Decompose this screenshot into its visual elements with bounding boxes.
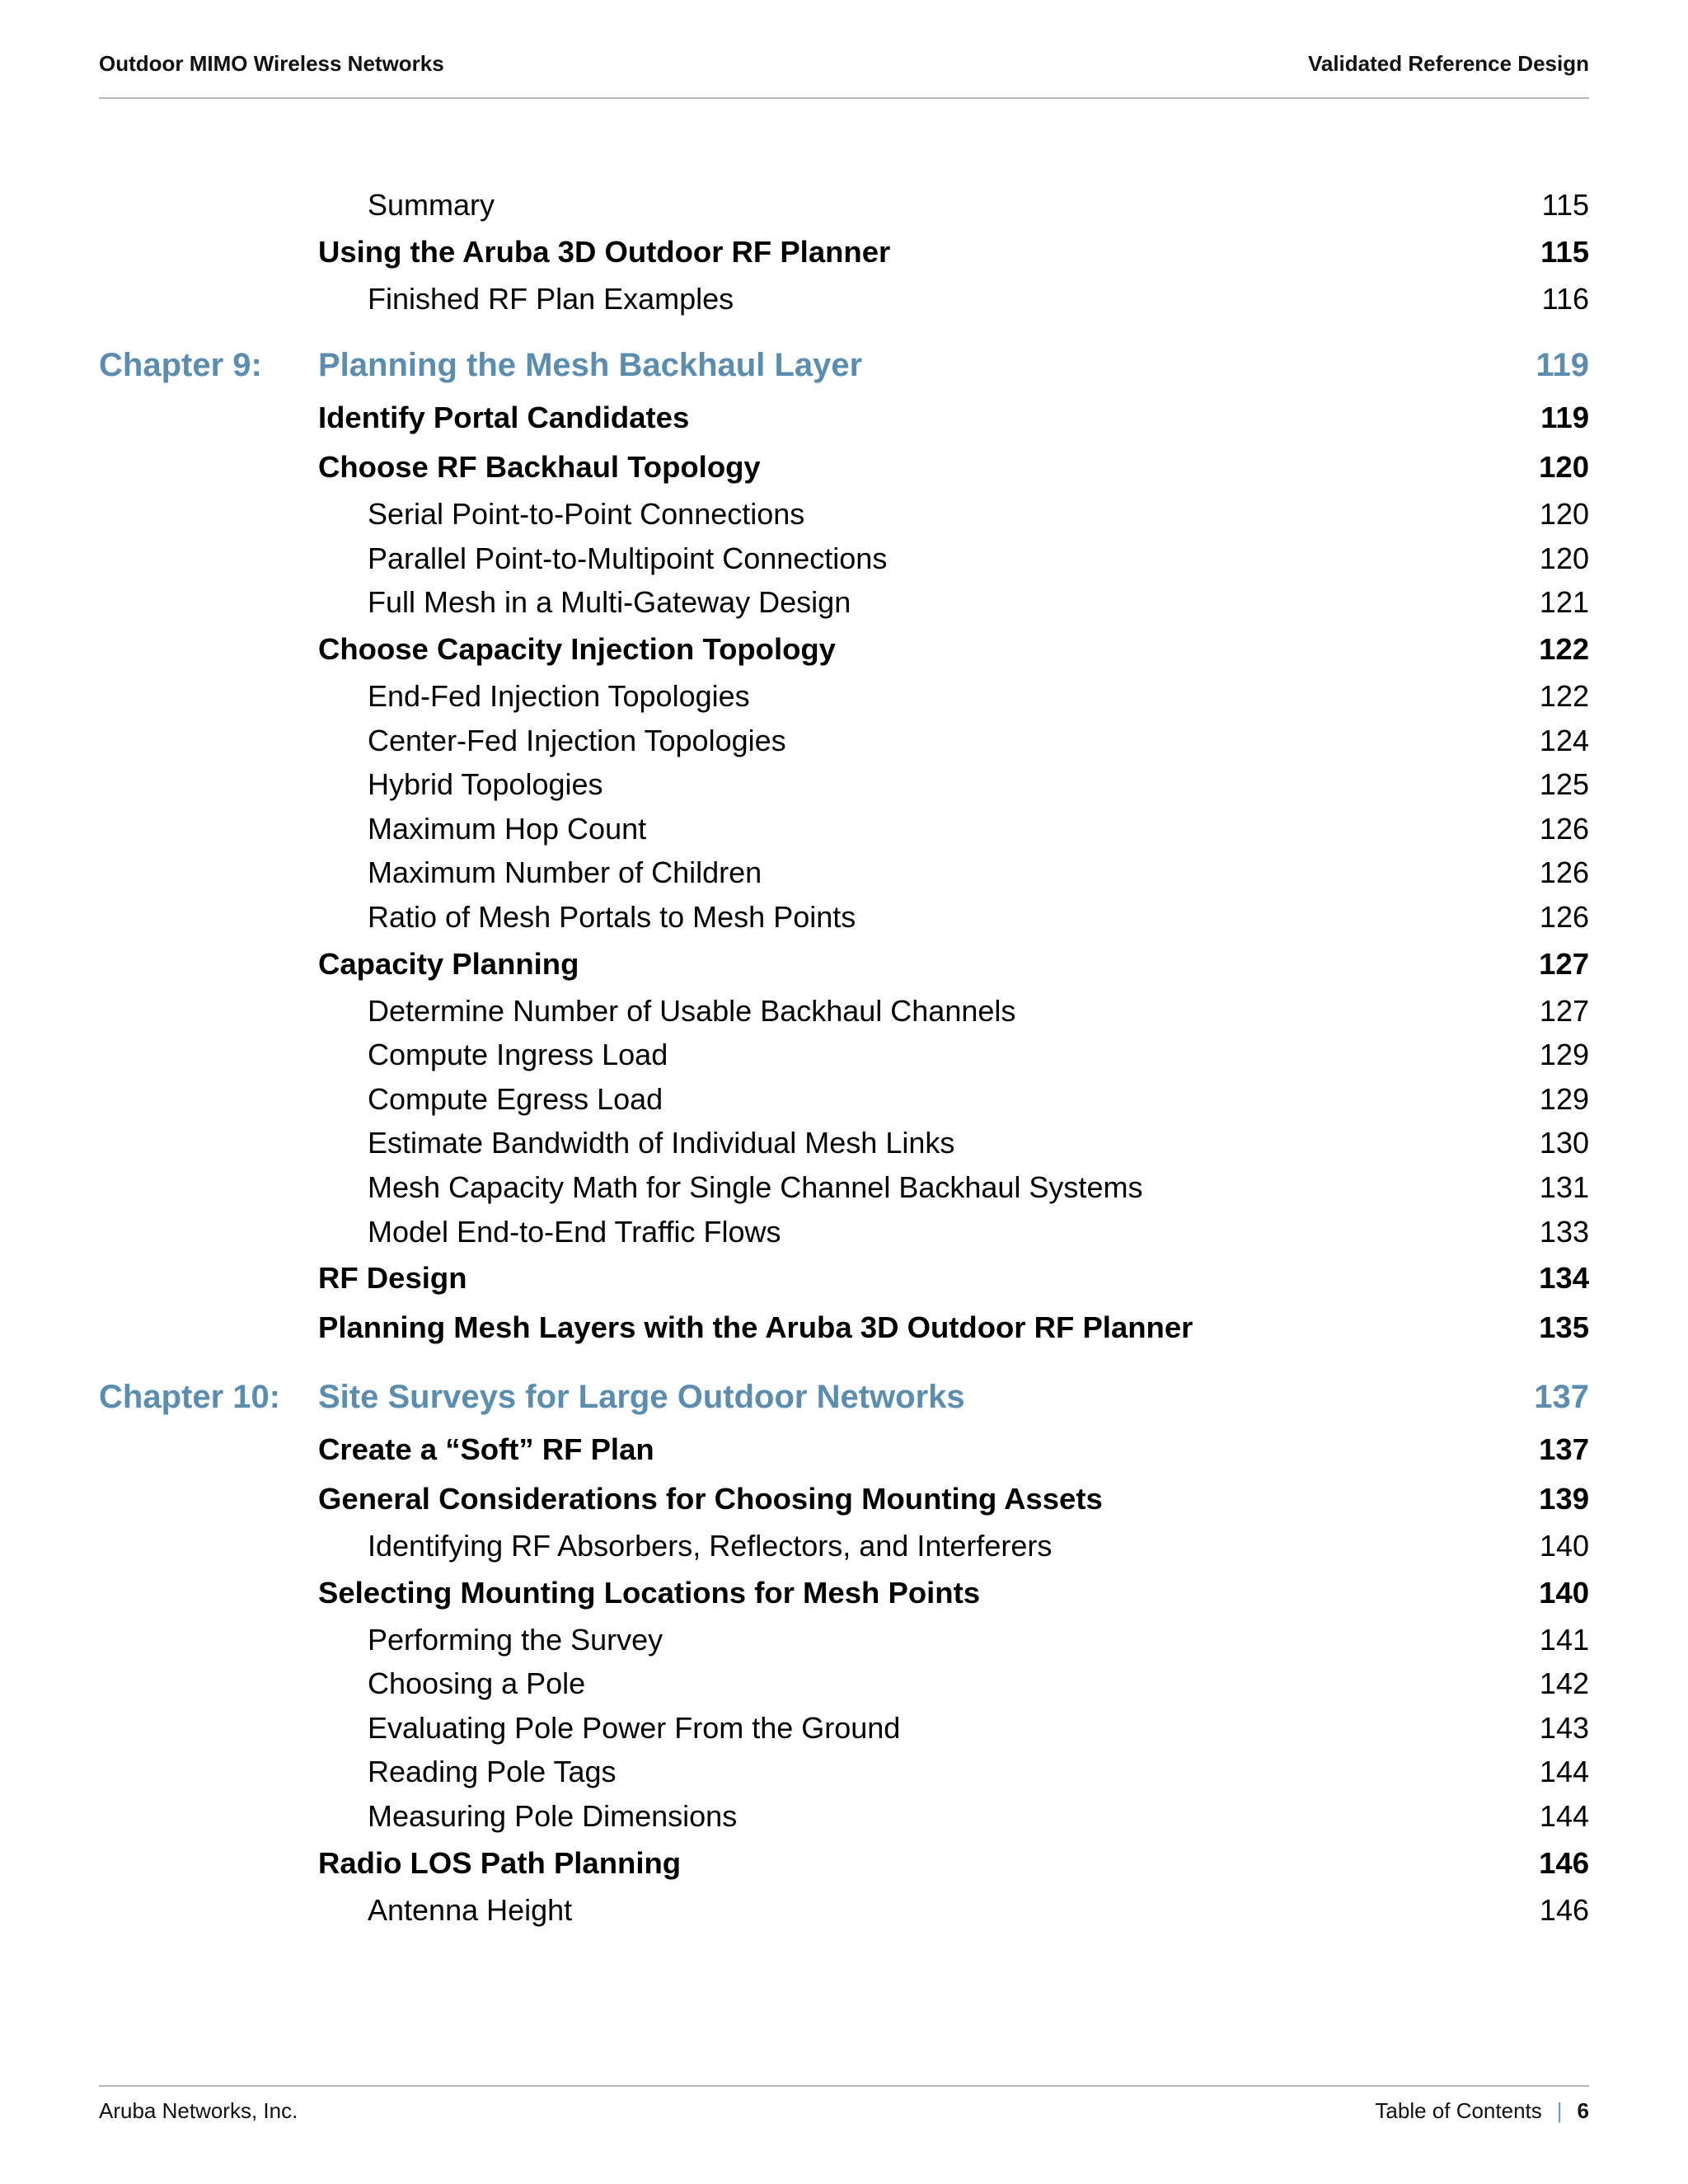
toc-entry-page: 137 [1539,1432,1589,1467]
toc-entry-title: Site Surveys for Large Outdoor Networks [318,1379,965,1416]
toc-entry-title: Maximum Hop Count [368,811,647,846]
toc-section-entry[interactable] [99,625,1589,674]
toc-entry-page: 115 [1540,234,1589,269]
toc-entry-page: 127 [1539,946,1589,981]
toc-entry-page: 129 [1539,1038,1589,1072]
toc-entry-title: Parallel Point-to-Multipoint Connections [368,541,888,575]
toc-section-entry[interactable] [99,1254,1589,1303]
toc-entry-page: 126 [1539,811,1589,846]
footer-company: Aruba Networks, Inc. [99,2098,298,2123]
toc-entry-title: Reading Pole Tags [368,1755,617,1789]
toc-entry-page: 144 [1539,1755,1589,1789]
toc-subsection-entry[interactable] [99,537,1589,581]
toc-entry-title: Planning the Mesh Backhaul Layer [318,347,863,384]
toc-section-entry[interactable] [99,940,1589,989]
toc-entry-page: 120 [1539,497,1589,532]
toc-section-entry[interactable] [99,1839,1589,1888]
toc-chapter-entry[interactable] [99,1369,1589,1425]
toc-subsection-entry[interactable] [99,851,1589,895]
toc-entry-title: Antenna Height [368,1892,573,1927]
toc-entry-page: 144 [1539,1799,1589,1834]
toc-subsection-entry[interactable] [99,580,1589,625]
toc-section-entry[interactable] [99,393,1589,443]
footer-right [1375,2098,1589,2124]
toc-entry-page: 143 [1539,1710,1589,1745]
toc-entry-title: Create a “Soft” RF Plan [318,1432,654,1467]
toc-subsection-entry[interactable] [99,674,1589,719]
toc-subsection-entry[interactable] [99,1750,1589,1794]
toc-entry-page: 122 [1539,631,1589,666]
toc-entry-page: 125 [1539,767,1589,802]
toc-entry-page: 121 [1539,585,1589,620]
toc-subsection-entry[interactable] [99,277,1589,321]
toc-entry-page: 122 [1539,678,1589,713]
toc-entry-title: Finished RF Plan Examples [368,281,734,316]
toc-entry-title: Full Mesh in a Multi-Gateway Design [368,585,851,620]
toc-entry-page: 134 [1539,1261,1589,1296]
toc-entry-title: Choose Capacity Injection Topology [318,631,836,666]
header-document-title: Outdoor MIMO Wireless Networks [99,51,444,76]
toc-entry-page: 131 [1539,1169,1589,1204]
toc-entry-page: 135 [1539,1310,1589,1345]
footer-separator: | [1556,2098,1563,2123]
toc-section-entry[interactable] [99,443,1589,492]
toc-subsection-entry[interactable] [99,492,1589,537]
toc-subsection-entry[interactable] [99,1888,1589,1933]
toc-section-entry[interactable] [99,1425,1589,1474]
toc-entry-title: Capacity Planning [318,946,579,981]
toc-entry-page: 130 [1539,1126,1589,1160]
toc-subsection-entry[interactable] [99,762,1589,807]
toc-subsection-entry[interactable] [99,1165,1589,1210]
toc-subsection-entry[interactable] [99,1210,1589,1254]
toc-entry-page: 126 [1539,899,1589,934]
toc-entry-page: 139 [1539,1482,1589,1516]
toc-entry-page: 124 [1539,723,1589,757]
toc-subsection-entry[interactable] [99,1618,1589,1662]
toc-entry-title: Evaluating Pole Power From the Ground [368,1710,901,1745]
toc-entry-page: 146 [1539,1845,1589,1880]
page-footer [99,2085,1589,2124]
toc-entry-page: 142 [1539,1666,1589,1701]
toc-entry-page: 115 [1541,188,1589,222]
toc-entry-title: Performing the Survey [368,1622,663,1657]
toc-subsection-entry[interactable] [99,183,1589,227]
toc-entry-title: Ratio of Mesh Portals to Mesh Points [368,899,856,934]
toc-entry-title: Choosing a Pole [368,1666,586,1701]
toc-entry-title: Model End-to-End Traffic Flows [368,1214,781,1249]
toc-entry-title: RF Design [318,1261,467,1296]
toc-subsection-entry[interactable] [99,1661,1589,1706]
toc-entry-title: Maximum Number of Children [368,855,762,890]
toc-entry-page: 116 [1541,281,1589,316]
toc-subsection-entry[interactable] [99,1524,1589,1568]
toc-chapter-number: Chapter 9: [99,347,262,384]
toc-entry-title: Mesh Capacity Math for Single Channel Backhaul Systems [368,1169,1143,1204]
toc-entry-title: Planning Mesh Layers with the Aruba 3D Outdoor RF Planner [318,1310,1193,1345]
toc-entry-title: Selecting Mounting Locations for Mesh Points [318,1575,981,1610]
toc-entry-page: 120 [1539,541,1589,575]
toc-chapter-number: Chapter 10: [99,1379,281,1416]
toc-entry-page: 140 [1539,1575,1589,1610]
toc-section-entry[interactable] [99,1303,1589,1352]
toc-entry-page: 140 [1539,1529,1589,1563]
toc-entry-title: Compute Egress Load [368,1081,663,1116]
toc-section-entry[interactable] [99,227,1589,277]
toc-chapter-entry[interactable] [99,337,1589,393]
toc-entry-title: Radio LOS Path Planning [318,1845,682,1880]
toc-entry-title: Choose RF Backhaul Topology [318,450,761,485]
toc-entry-title: Estimate Bandwidth of Individual Mesh Links [368,1126,955,1160]
toc-subsection-entry[interactable] [99,807,1589,851]
toc-entry-page: 126 [1539,855,1589,890]
toc-entry-title: Determine Number of Usable Backhaul Channels [368,993,1016,1028]
toc-entry-title: Center-Fed Injection Topologies [368,723,786,757]
toc-entry-title: Identify Portal Candidates [318,401,690,435]
toc-subsection-entry[interactable] [99,1077,1589,1122]
toc-entry-title: Using the Aruba 3D Outdoor RF Planner [318,234,891,269]
toc-entry-page: 119 [1536,347,1589,384]
toc-subsection-entry[interactable] [99,1794,1589,1839]
toc-entry-title: Identifying RF Absorbers, Reflectors, and Interferers [368,1529,1053,1563]
toc-subsection-entry[interactable] [99,1706,1589,1750]
toc-entry-page: 129 [1539,1081,1589,1116]
toc-entry-page: 133 [1539,1214,1589,1249]
toc-entry-title: Serial Point-to-Point Connections [368,497,805,532]
table-of-contents [99,183,1589,1932]
footer-section: Table of Contents [1375,2098,1542,2123]
toc-subsection-entry[interactable] [99,1121,1589,1165]
header-document-type: Validated Reference Design [1307,51,1589,76]
toc-entry-page: 141 [1539,1622,1589,1657]
toc-entry-title: End-Fed Injection Topologies [368,678,750,713]
toc-entry-page: 120 [1539,450,1589,485]
toc-entry-page: 119 [1540,401,1589,435]
toc-entry-page: 127 [1539,993,1589,1028]
toc-subsection-entry[interactable] [99,1033,1589,1077]
toc-entry-page: 137 [1534,1379,1589,1416]
toc-entry-title: Measuring Pole Dimensions [368,1799,738,1834]
toc-entry-title: Summary [368,188,495,222]
toc-entry-title: General Considerations for Choosing Mounting Assets [318,1482,1103,1516]
toc-section-entry[interactable] [99,1568,1589,1618]
toc-subsection-entry[interactable] [99,719,1589,763]
toc-entry-title: Compute Ingress Load [368,1038,668,1072]
toc-entry-title: Hybrid Topologies [368,767,603,802]
footer-page-number: 6 [1577,2098,1589,2123]
toc-subsection-entry[interactable] [99,895,1589,940]
toc-subsection-entry[interactable] [99,989,1589,1033]
toc-entry-page: 146 [1539,1892,1589,1927]
page-header [99,51,1589,99]
toc-section-entry[interactable] [99,1474,1589,1524]
